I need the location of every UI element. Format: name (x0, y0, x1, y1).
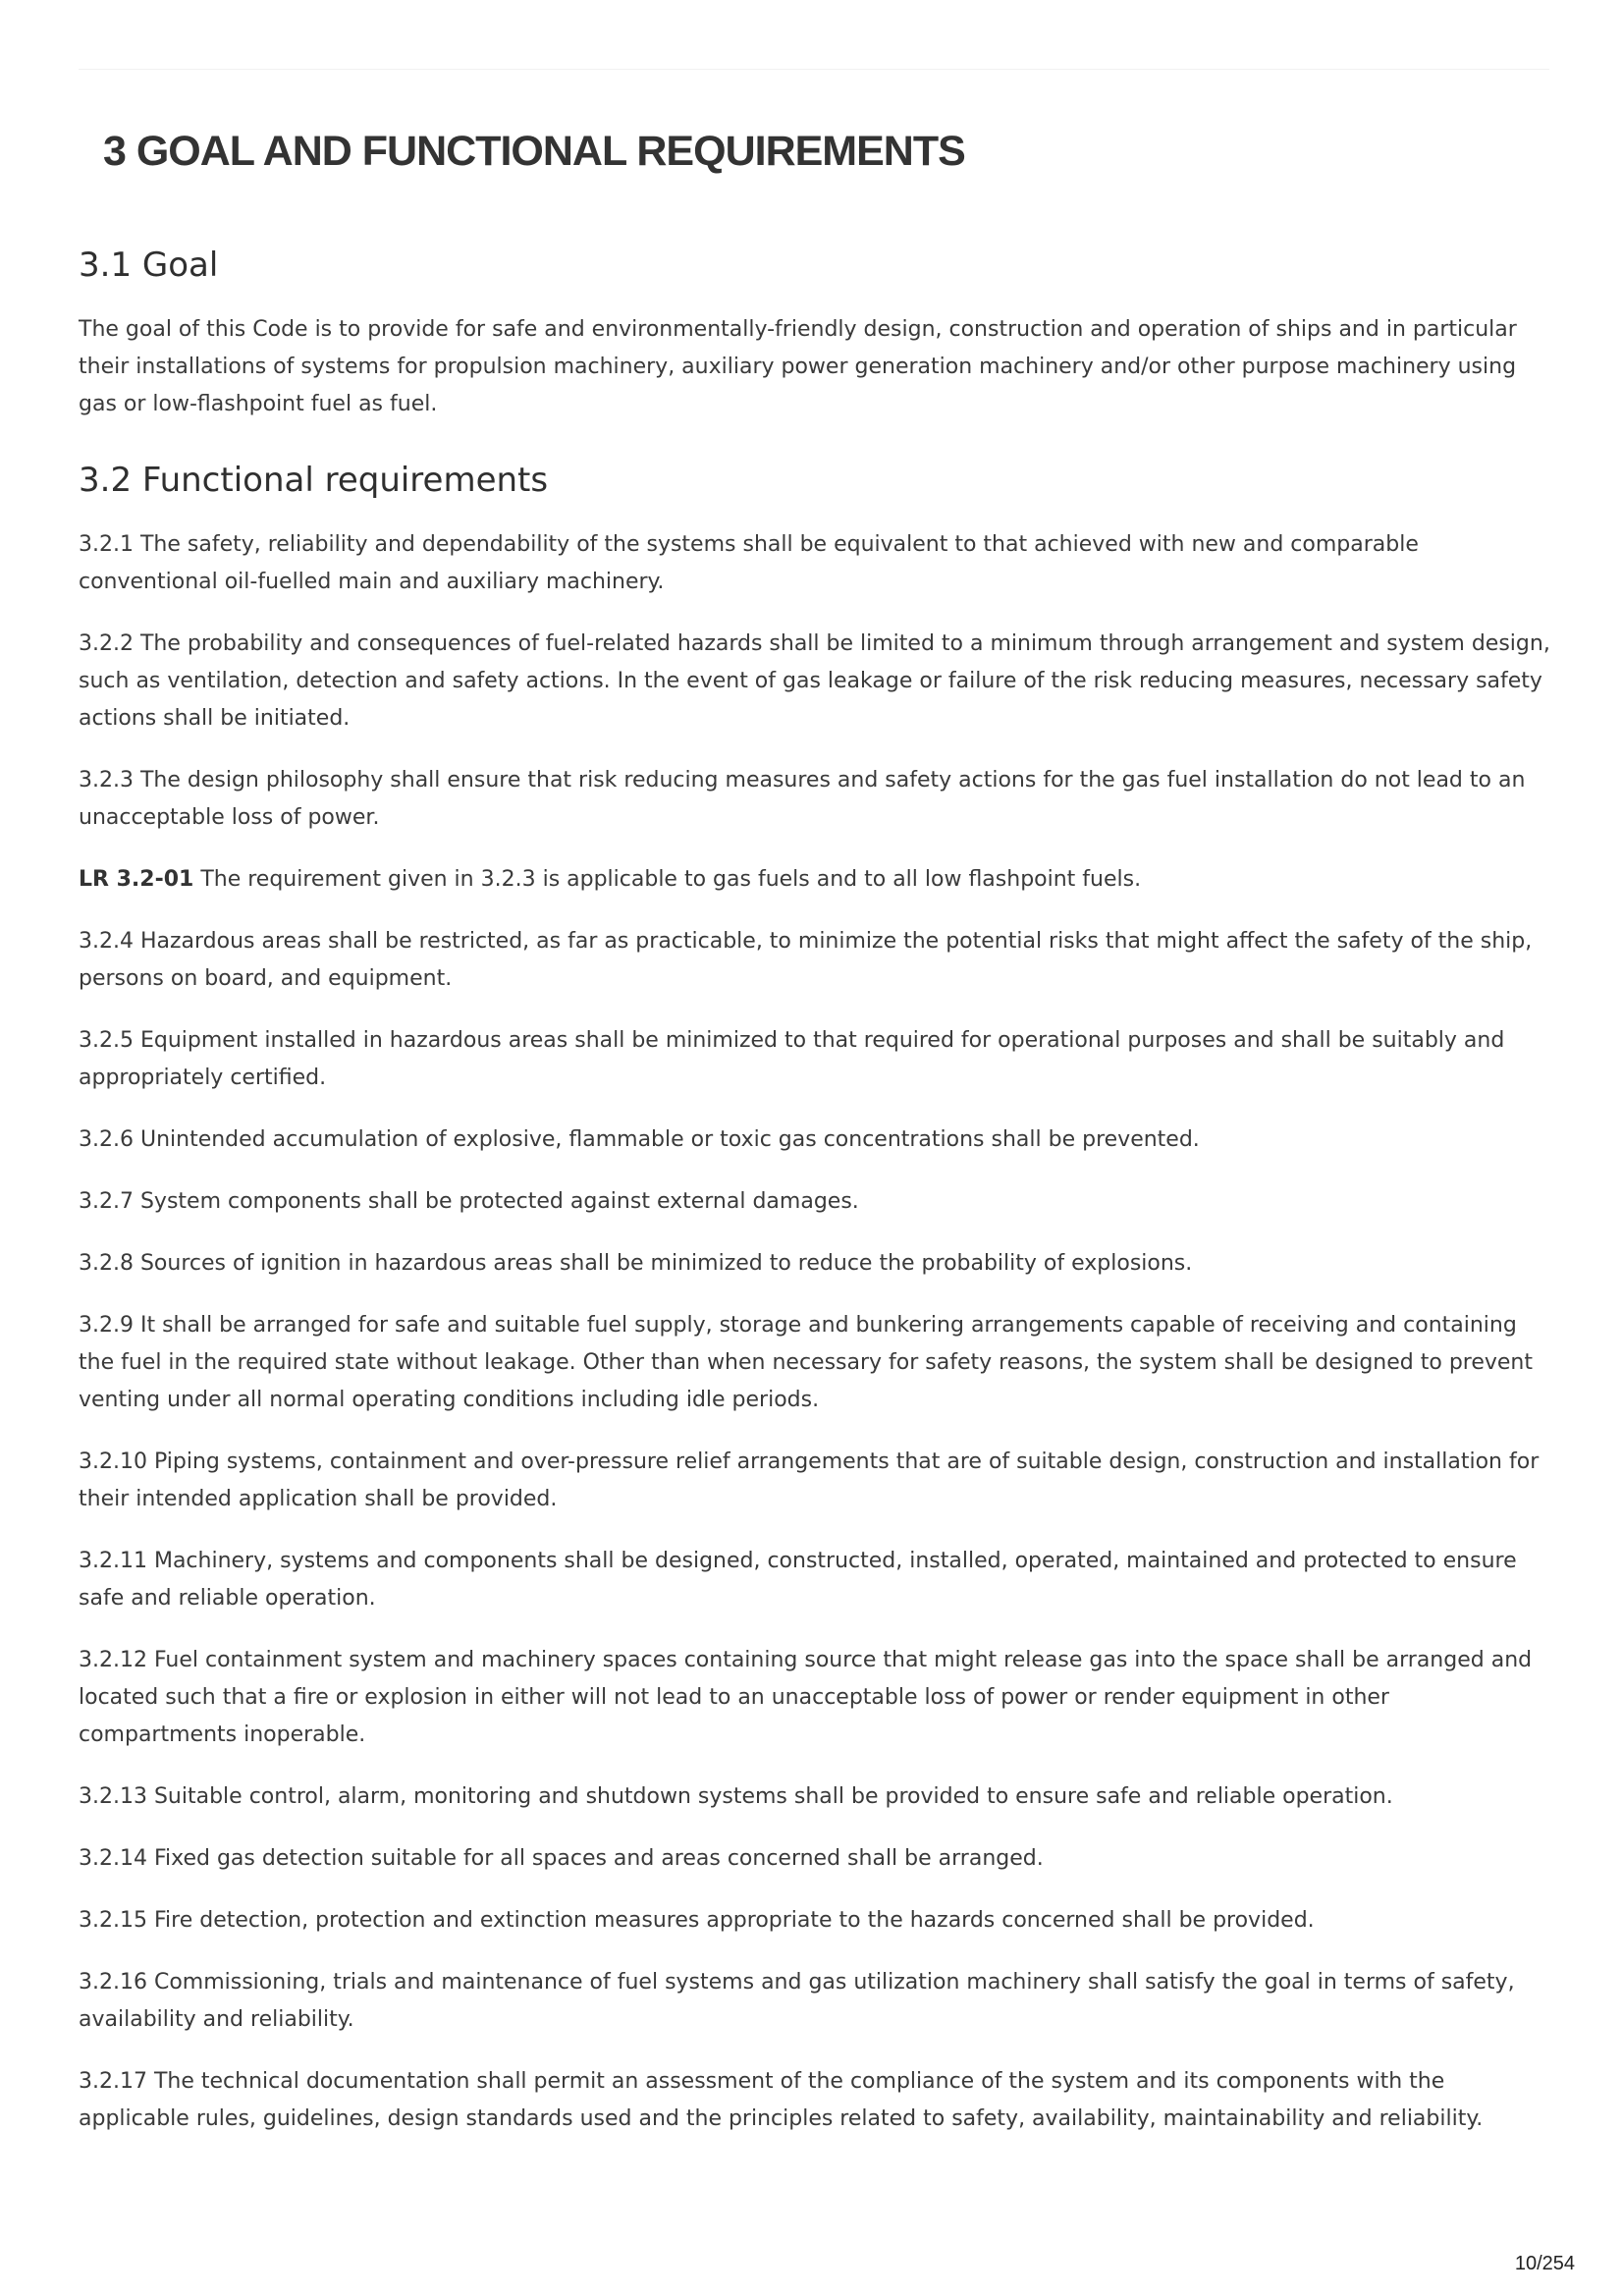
requirement-paragraph: 3.2.5 Equipment installed in hazardous areas shall be minimized to that required for operational purposes and shall be suitably and appropriately certified. (79, 1027, 1505, 1090)
chapter-title: 3 GOAL AND FUNCTIONAL REQUIREMENTS (103, 128, 965, 175)
requirement-paragraph: 3.2.6 Unintended accumulation of explosive, flammable or toxic gas concentrations shall be prevented. (79, 1126, 1200, 1152)
page-number: 10/254 (1514, 2253, 1575, 2274)
section-heading-goal: 3.1 Goal (79, 246, 219, 285)
requirement-paragraph: 3.2.13 Suitable control, alarm, monitoring and shutdown systems shall be provided to ensure safe and reliable operation. (79, 1783, 1393, 1809)
requirement-paragraph: 3.2.17 The technical documentation shall permit an assessment of the compliance of the system and its components with the applicable rules, guidelines, design standards used and the principles related to safety, availability, maintainability and reliability. (79, 2068, 1484, 2131)
requirement-paragraph: 3.2.3 The design philosophy shall ensure that risk reducing measures and safety actions for the gas fuel installation do not lead to an unacceptable loss of power. (79, 767, 1526, 830)
requirement-paragraph: 3.2.12 Fuel containment system and machinery spaces containing source that might release gas into the space shall be arranged and located such that a fire or explosion in either will not lead to an unacceptable loss of power or render equipment in other compartments inoperable. (79, 1647, 1533, 1747)
requirement-paragraph: 3.2.15 Fire detection, protection and extinction measures appropriate to the hazards concerned shall be provided. (79, 1907, 1315, 1933)
requirement-paragraph: 3.2.16 Commissioning, trials and maintenance of fuel systems and gas utilization machinery shall satisfy the goal in terms of safety, availability and reliability. (79, 1969, 1515, 2032)
lr-note-label: LR 3.2-01 (79, 866, 194, 892)
requirement-paragraph: 3.2.8 Sources of ignition in hazardous areas shall be minimized to reduce the probability of explosions. (79, 1250, 1193, 1276)
requirement-paragraph: 3.2.9 It shall be arranged for safe and suitable fuel supply, storage and bunkering arrangements capable of receiving and containing the fuel in the required state without leakage. Other than when necessary for safety reasons, the system shall be designed to prevent venting under all normal operating conditions including idle periods. (79, 1312, 1534, 1412)
top-divider (79, 69, 1549, 70)
requirement-paragraph: 3.2.1 The safety, reliability and dependability of the systems shall be equivalent to that achieved with new and comparable conventional oil-fuelled main and auxiliary machinery. (79, 531, 1419, 594)
page-content (79, 246, 1551, 2162)
requirement-paragraph: 3.2.7 System components shall be protected against external damages. (79, 1188, 859, 1214)
goal-paragraph: The goal of this Code is to provide for safe and environmentally-friendly design, construction and operation of ships and in particular their installations of systems for propulsion machinery, auxiliary power generation machinery and/or other purpose machinery using gas or low-flashpoint fuel as fuel. (79, 316, 1517, 416)
lr-note-text: The requirement given in 3.2.3 is applicable to gas fuels and to all low flashpoint fuels. (193, 866, 1142, 892)
requirement-paragraph: 3.2.11 Machinery, systems and components shall be designed, constructed, installed, operated, maintained and protected to ensure safe and reliable operation. (79, 1548, 1517, 1611)
lr-note-paragraph (79, 861, 1551, 899)
requirement-paragraph: 3.2.10 Piping systems, containment and over-pressure relief arrangements that are of suitable design, construction and installation for their intended application shall be provided. (79, 1449, 1540, 1511)
section-heading-functional-requirements: 3.2 Functional requirements (79, 460, 549, 500)
requirement-paragraph: 3.2.2 The probability and consequences of fuel-related hazards shall be limited to a minimum through arrangement and system design, such as ventilation, detection and safety actions. In the event of gas leakage or failure of the risk reducing measures, necessary safety actions shall be initiated. (79, 630, 1550, 731)
requirement-paragraph: 3.2.4 Hazardous areas shall be restricted, as far as practicable, to minimize the potential risks that might affect the safety of the ship, persons on board, and equipment. (79, 928, 1533, 991)
requirement-paragraph: 3.2.14 Fixed gas detection suitable for all spaces and areas concerned shall be arranged. (79, 1845, 1044, 1871)
